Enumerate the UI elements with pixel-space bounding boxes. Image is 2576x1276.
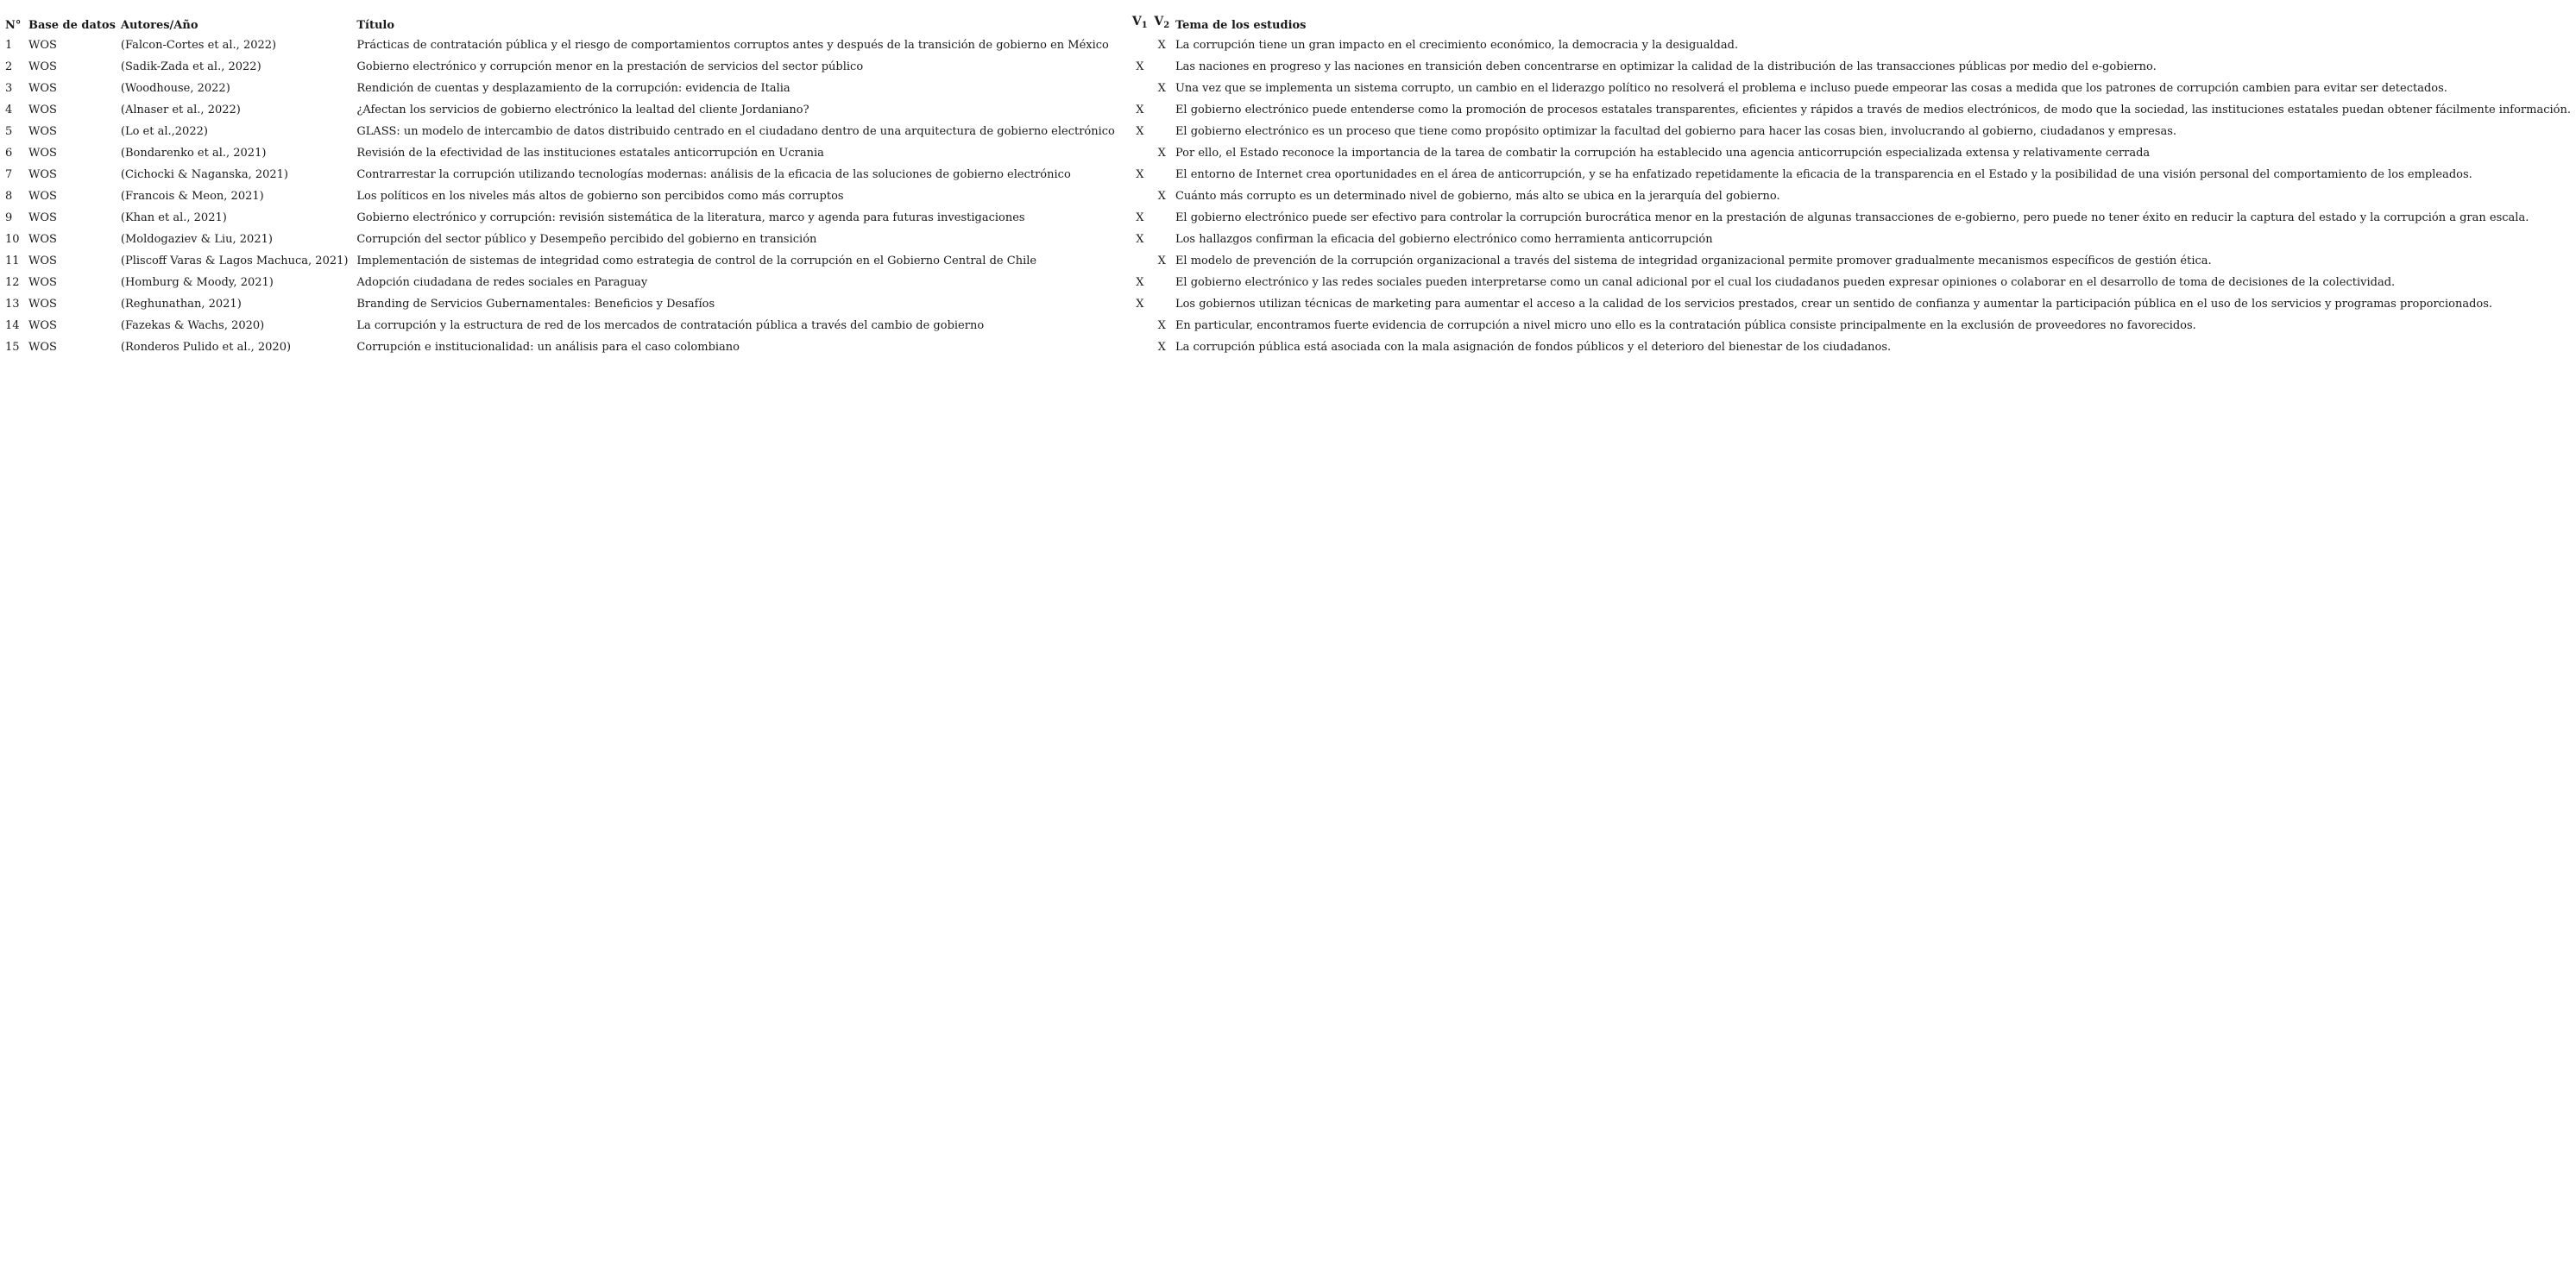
cell-authors: (Francois & Meon, 2021)	[120, 190, 264, 203]
cell-v2-mark	[1154, 99, 1175, 121]
cell-authors: (Ronderos Pulido et al., 2020)	[120, 341, 292, 354]
cell-database: WOS	[28, 276, 57, 289]
table-row	[5, 185, 2576, 207]
cell-v2-mark: X	[1157, 319, 1166, 332]
cell-authors: (Sadik-Zada et al., 2022)	[120, 60, 261, 73]
cell-title: La corrupción y la estructura de red de los mercados de contratación pública a través del cambio de gobierno	[356, 319, 985, 332]
header-v2-main: V	[1154, 15, 1164, 28]
studies-document	[5, 9, 2576, 358]
cell-v2-mark: X	[1157, 82, 1166, 95]
cell-authors: (Fazekas & Wachs, 2020)	[120, 319, 265, 332]
table-body	[5, 35, 2576, 358]
cell-number: 13	[5, 298, 20, 311]
cell-title: Rendición de cuentas y desplazamiento de la corrupción: evidencia de Italia	[356, 82, 790, 95]
cell-number: 8	[5, 190, 13, 203]
table-row	[5, 56, 2576, 78]
cell-title: Implementación de sistemas de integridad como estrategia de control de la corrupción en el Gobierno Central de Chile	[356, 255, 1037, 267]
cell-authors: (Woodhouse, 2022)	[120, 82, 230, 95]
cell-database: WOS	[28, 125, 57, 138]
table-row	[5, 99, 2576, 121]
cell-database: WOS	[28, 319, 57, 332]
cell-v2-mark	[1154, 121, 1175, 142]
cell-number: 4	[5, 104, 13, 116]
cell-title: Gobierno electrónico y corrupción: revisión sistemática de la literatura, marco y agenda para futuras investigaciones	[356, 211, 1025, 224]
cell-theme: En particular, encontramos fuerte evidencia de corrupción a nivel micro uno ello es la contratación pública consiste principalmente en la exclusión de proveedores no favorecidos.	[1175, 319, 2196, 332]
cell-theme: El gobierno electrónico es un proceso que tiene como propósito optimizar la facultad del gobierno para hacer las cosas bien, involucrando al gobierno, ciudadanos y empresas.	[1175, 125, 2177, 138]
cell-number: 1	[5, 39, 13, 52]
table-header	[5, 9, 2576, 35]
cell-database: WOS	[28, 190, 57, 203]
cell-v2-mark: X	[1157, 39, 1166, 52]
header-theme: Tema de los estudios	[1175, 19, 1307, 32]
header-title: Título	[356, 19, 395, 32]
cell-number: 14	[5, 319, 20, 332]
cell-theme: Cuánto más corrupto es un determinado nivel de gobierno, más alto se ubica en la jerarquía del gobierno.	[1175, 190, 1780, 203]
cell-database: WOS	[28, 211, 57, 224]
cell-v1-mark	[1131, 315, 1153, 336]
cell-title: Branding de Servicios Gubernamentales: Beneficios y Desafíos	[356, 298, 715, 311]
cell-theme: El gobierno electrónico puede entenderse como la promoción de procesos estatales transparentes, eficientes y rápidos a través de medios electrónicos, de modo que la sociedad, las instituciones estatales puedan obtener fácilmente información.	[1175, 104, 2571, 116]
table-row	[5, 336, 2576, 358]
cell-theme: Los gobiernos utilizan técnicas de marketing para aumentar el acceso a la calidad de los servicios prestados, crear un sentido de confianza y aumentar la participación pública en el uso de los servicios y programas proporcionados.	[1175, 298, 2493, 311]
cell-database: WOS	[28, 147, 57, 160]
cell-authors: (Moldogaziev & Liu, 2021)	[120, 233, 273, 246]
cell-number: 11	[5, 255, 20, 267]
cell-number: 3	[5, 82, 13, 95]
table-row	[5, 35, 2576, 56]
cell-v2-mark	[1154, 272, 1175, 293]
cell-v1-mark: X	[1136, 276, 1144, 289]
cell-authors: (Reghunathan, 2021)	[120, 298, 242, 311]
cell-v2-mark	[1154, 56, 1175, 78]
cell-database: WOS	[28, 298, 57, 311]
cell-number: 10	[5, 233, 20, 246]
table-row	[5, 121, 2576, 142]
cell-v2-mark: X	[1157, 341, 1166, 354]
cell-v2-mark	[1154, 293, 1175, 315]
cell-theme: El gobierno electrónico puede ser efectivo para controlar la corrupción burocrática menor en la prestación de algunas transacciones de e-gobierno, pero puede no tener éxito en reducir la captura del estado y la corrupción a gran escala.	[1175, 211, 2529, 224]
cell-database: WOS	[28, 233, 57, 246]
cell-v1-mark: X	[1136, 298, 1144, 311]
cell-database: WOS	[28, 341, 57, 354]
cell-number: 5	[5, 125, 13, 138]
table-row	[5, 142, 2576, 164]
table-row	[5, 293, 2576, 315]
header-database: Base de datos	[28, 19, 116, 32]
cell-number: 12	[5, 276, 20, 289]
header-v2	[1154, 9, 1175, 35]
cell-theme: Por ello, el Estado reconoce la importancia de la tarea de combatir la corrupción ha establecido una agencia anticorrupción especializada extensa y relativamente cerrada	[1175, 147, 2151, 160]
table-row	[5, 207, 2576, 229]
cell-v1-mark: X	[1136, 125, 1144, 138]
cell-number: 15	[5, 341, 20, 354]
cell-title: Los políticos en los niveles más altos de gobierno son percibidos como más corruptos	[356, 190, 844, 203]
table-row	[5, 250, 2576, 272]
cell-v1-mark: X	[1136, 168, 1144, 181]
cell-database: WOS	[28, 60, 57, 73]
table-row	[5, 272, 2576, 293]
cell-theme: Una vez que se implementa un sistema corrupto, un cambio en el liderazgo político no resolverá el problema e incluso puede empeorar las cosas a medida que los patrones de corrupción cambien para evitar ser detectados.	[1175, 82, 2447, 95]
cell-number: 2	[5, 60, 13, 73]
cell-v1-mark: X	[1136, 104, 1144, 116]
cell-authors: (Bondarenko et al., 2021)	[120, 147, 267, 160]
header-v1	[1131, 9, 1153, 35]
cell-title: GLASS: un modelo de intercambio de datos distribuido centrado en el ciudadano dentro de una arquitectura de gobierno electrónico	[356, 125, 1115, 138]
cell-authors: (Falcon-Cortes et al., 2022)	[120, 39, 277, 52]
cell-v2-mark: X	[1157, 190, 1166, 203]
cell-title: ¿Afectan los servicios de gobierno electrónico la lealtad del cliente Jordaniano?	[356, 104, 809, 116]
cell-authors: (Khan et al., 2021)	[120, 211, 227, 224]
cell-title: Corrupción e institucionalidad: un análisis para el caso colombiano	[356, 341, 740, 354]
header-row	[5, 9, 2576, 35]
table-row	[5, 78, 2576, 99]
cell-theme: Los hallazgos confirman la eficacia del gobierno electrónico como herramienta anticorrupción	[1175, 233, 1713, 246]
cell-v1-mark	[1131, 185, 1153, 207]
cell-theme: La corrupción tiene un gran impacto en el crecimiento económico, la democracia y la desigualdad.	[1175, 39, 1739, 52]
cell-theme: El gobierno electrónico y las redes sociales pueden interpretarse como un canal adicional por el cual los ciudadanos pueden expresar opiniones o colaborar en el desarrollo de toma de decisiones de la colectividad.	[1175, 276, 2396, 289]
cell-title: Contrarrestar la corrupción utilizando tecnologías modernas: análisis de la eficacia de las soluciones de gobierno electrónico	[356, 168, 1071, 181]
cell-theme: El modelo de prevención de la corrupción organizacional a través del sistema de integridad organizacional permite promover gradualmente mecanismos específicos de gestión ética.	[1175, 255, 2212, 267]
cell-title: Corrupción del sector público y Desempeño percibido del gobierno en transición	[356, 233, 817, 246]
cell-v1-mark	[1131, 142, 1153, 164]
cell-authors: (Lo et al.,2022)	[120, 125, 208, 138]
cell-authors: (Cichocki & Naganska, 2021)	[120, 168, 288, 181]
cell-authors: (Pliscoff Varas & Lagos Machuca, 2021)	[120, 255, 349, 267]
cell-title: Gobierno electrónico y corrupción menor en la prestación de servicios del sector público	[356, 60, 864, 73]
cell-v1-mark	[1131, 78, 1153, 99]
cell-theme: Las naciones en progreso y las naciones en transición deben concentrarse en optimizar la calidad de la distribución de las transacciones públicas por medio del e-gobierno.	[1175, 60, 2157, 73]
table-row	[5, 315, 2576, 336]
cell-v2-mark	[1154, 207, 1175, 229]
studies-table	[5, 9, 2576, 358]
cell-title: Adopción ciudadana de redes sociales en Paraguay	[356, 276, 648, 289]
cell-v2-mark: X	[1157, 255, 1166, 267]
cell-v1-mark	[1131, 250, 1153, 272]
table-row	[5, 164, 2576, 185]
cell-v1-mark: X	[1136, 60, 1144, 73]
table-row	[5, 229, 2576, 250]
cell-number: 7	[5, 168, 13, 181]
header-v1-sub: 1	[1141, 21, 1148, 30]
cell-v1-mark	[1131, 336, 1153, 358]
cell-v2-mark	[1154, 164, 1175, 185]
header-v2-sub: 2	[1163, 21, 1170, 30]
header-v1-main: V	[1131, 15, 1142, 28]
cell-number: 6	[5, 147, 13, 160]
cell-database: WOS	[28, 39, 57, 52]
cell-database: WOS	[28, 255, 57, 267]
cell-v1-mark: X	[1136, 233, 1144, 246]
header-authors: Autores/Año	[120, 19, 198, 32]
cell-title: Revisión de la efectividad de las instituciones estatales anticorrupción en Ucrania	[356, 147, 824, 160]
cell-v1-mark	[1131, 35, 1153, 56]
cell-authors: (Homburg & Moody, 2021)	[120, 276, 274, 289]
cell-title: Prácticas de contratación pública y el riesgo de comportamientos corruptos antes y después de la transición de gobierno en México	[356, 39, 1109, 52]
cell-number: 9	[5, 211, 13, 224]
cell-database: WOS	[28, 82, 57, 95]
cell-v1-mark: X	[1136, 211, 1144, 224]
cell-v2-mark	[1154, 229, 1175, 250]
cell-v2-mark: X	[1157, 147, 1166, 160]
cell-database: WOS	[28, 104, 57, 116]
cell-database: WOS	[28, 168, 57, 181]
cell-theme: El entorno de Internet crea oportunidades en el área de anticorrupción, y se ha enfatizado repetidamente la eficacia de la transparencia en el Estado y la posibilidad de una visión personal del comportamiento de los empleados.	[1175, 168, 2472, 181]
cell-theme: La corrupción pública está asociada con la mala asignación de fondos públicos y el deterioro del bienestar de los ciudadanos.	[1175, 341, 1892, 354]
header-number: N°	[5, 19, 22, 32]
cell-authors: (Alnaser et al., 2022)	[120, 104, 241, 116]
